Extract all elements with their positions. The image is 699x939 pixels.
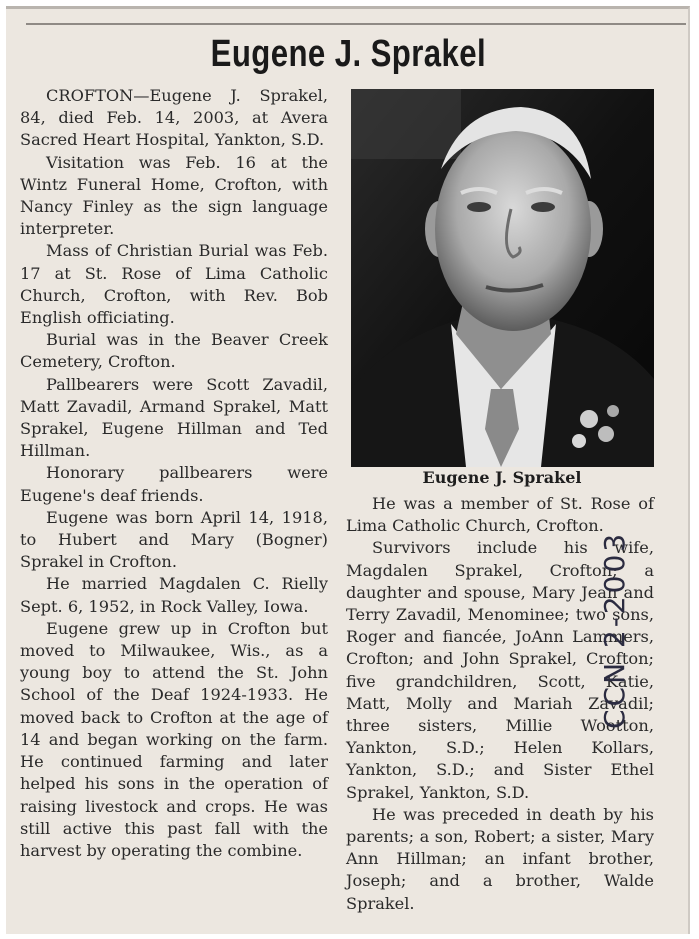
paragraph: Mass of Christian Burial was Feb. 17 at St. Rose of Lima Catholic Church, Crofton, with Rev. Bob English officiating. <box>20 241 328 328</box>
paragraph: He was a member of St. Rose of Lima Catholic Church, Crofton. <box>346 494 654 536</box>
top-rule <box>26 23 686 25</box>
portrait-photo <box>351 89 654 467</box>
handwritten-note: CCN 2-2003 <box>598 530 631 729</box>
photo-caption: Eugene J. Sprakel <box>422 468 582 487</box>
portrait-illustration <box>351 89 654 467</box>
newspaper-clipping <box>6 6 690 934</box>
paragraph: He was preceded in death by his parents; a son, Robert; a sister, Mary Ann Hillman; an infant brother, Joseph; and a brother, Walde Sprakel. <box>346 804 654 913</box>
paragraph: Eugene grew up in Crofton but moved to Milwaukee, Wis., as a young boy to attend the St. John School of the Deaf 1924-1933. He moved back to Crofton at the age of 14 and began working on the farm. He continued farming and later helped his sons in the operation of raising livestock and crops. He was still active this past fall with the harvest by operating the combine. <box>20 618 328 860</box>
paragraph: Survivors include his wife, Magdalen Sprakel, Crofton; a daughter and spouse, Mary Jean and Terry Zavadil, Menominee; two sons, Roger and fiancée, JoAnn Lammers, Crofton; and John Sprakel, Crofton; five grandchildren, Scott, Katie, Matt, Molly and Mariah Zavadil; three sisters, Millie Wootton, Yankton, S.D.; Helen Kollars, Yankton, S.D.; and Sister Ethel Sprakel, Yankton, S.D. <box>346 538 654 802</box>
paragraph: Eugene was born April 14, 1918, to Hubert and Mary (Bogner) Sprakel in Crofton. <box>20 507 328 572</box>
paragraph: He married Magdalen C. Rielly Sept. 6, 1952, in Rock Valley, Iowa. <box>20 574 328 616</box>
paragraph: Honorary pallbearers were Eugene's deaf friends. <box>20 463 328 505</box>
paragraph: Visitation was Feb. 16 at the Wintz Funeral Home, Crofton, with Nancy Finley as the sign language interpreter. <box>20 152 328 239</box>
headline: Eugene J. Sprakel <box>210 33 487 75</box>
paragraph: Pallbearers were Scott Zavadil, Matt Zavadil, Armand Sprakel, Matt Sprakel, Eugene Hillman and Ted Hillman. <box>20 374 328 461</box>
paragraph: CROFTON—Eugene J. Sprakel, 84, died Feb. 14, 2003, at Avera Sacred Heart Hospital, Yankton, S.D. <box>20 86 328 150</box>
left-column <box>20 85 328 862</box>
paragraph: Burial was in the Beaver Creek Cemetery, Crofton. <box>20 330 328 372</box>
